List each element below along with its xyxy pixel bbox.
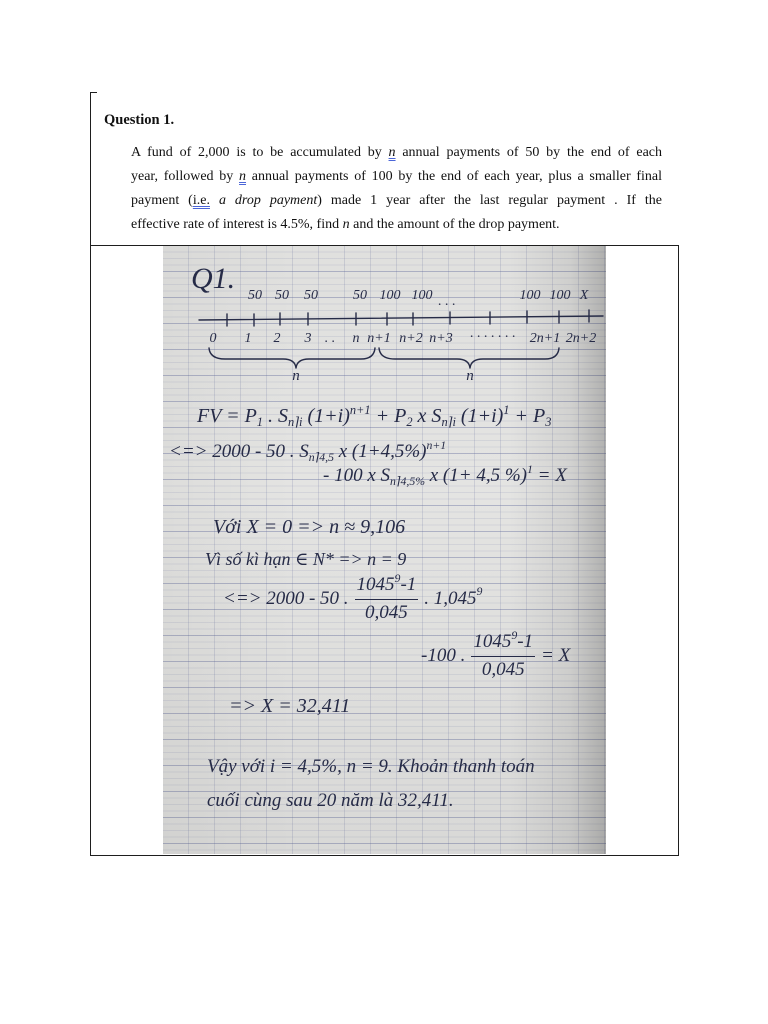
future-value-equation <box>197 404 551 428</box>
fraction-numerator <box>471 631 535 656</box>
eq-superscript: n+1 <box>426 439 447 453</box>
eq-superscript: 1 <box>527 463 533 477</box>
time-ellipsis: . . . . . . . <box>470 326 516 341</box>
eq-subscript: n⌉i <box>441 414 456 429</box>
eq-text: - 100 x S <box>323 465 391 486</box>
time-label: 1 <box>244 331 252 346</box>
eq-text: + P <box>370 405 407 427</box>
fraction <box>355 574 419 625</box>
drop-payment-label: X <box>579 288 589 303</box>
substituted-equation-line-1 <box>169 441 446 464</box>
eq-text: FV = P <box>197 405 257 427</box>
eq-superscript: 9 <box>476 584 483 598</box>
variable-n: n <box>342 217 350 232</box>
eq-text: 1045 <box>356 574 395 595</box>
time-label: n+2 <box>399 331 423 346</box>
eq-text: -100 . <box>421 644 466 666</box>
conclusion-line-2: cuối cùng sau 20 năm là 32,411. <box>207 790 454 811</box>
payment-label: 50 <box>353 288 367 303</box>
eq-subscript: 3 <box>545 414 552 429</box>
question-text: effective rate of interest is 4.5%, find <box>131 217 343 232</box>
eq-subscript: n⌉4,5% <box>390 474 425 488</box>
handwritten-solution-photo <box>163 246 606 854</box>
conclusion-line-1: Vậy với i = 4,5%, n = 9. Khoản thanh toán <box>207 756 535 777</box>
eq-text: = X <box>532 465 567 486</box>
eq-superscript: n+1 <box>349 402 371 417</box>
question-line-4 <box>131 216 662 234</box>
integer-n-line: Vì số kì hạn ∈ N* => n = 9 <box>205 549 407 569</box>
fraction-equation-1 <box>223 574 482 625</box>
brace-second-period <box>379 348 559 368</box>
payment-label: 100 <box>379 288 401 303</box>
payment-label: 50 <box>304 288 318 303</box>
eq-text: x S <box>412 405 442 427</box>
question-text: annual payments of 50 by the end of each <box>395 145 662 160</box>
eq-text: -1 <box>400 574 417 595</box>
timeline-axis <box>199 316 603 320</box>
fraction-denominator: 0,045 <box>355 599 419 625</box>
emphasis-drop-payment: a drop payment <box>218 193 318 208</box>
question-text: year, followed by <box>131 169 240 184</box>
time-label: 0 <box>209 331 217 346</box>
time-ellipsis: . . <box>324 331 336 346</box>
time-label: 2n+2 <box>565 331 597 346</box>
abbreviation-ie: i.e. <box>192 193 210 208</box>
payment-label: 100 <box>519 288 541 303</box>
eq-subscript: n⌉4,5 <box>308 450 334 464</box>
question-line-3 <box>131 192 662 210</box>
payment-label: 100 <box>411 288 433 303</box>
question-heading-handwritten: Q1. <box>191 262 236 295</box>
eq-text: (1+i) <box>302 405 350 427</box>
eq-subscript: n⌉i <box>288 414 303 429</box>
eq-text: <=> 2000 - 50 . <box>223 587 349 609</box>
result-line: => X = 32,411 <box>229 695 351 717</box>
question-text: ) made 1 year after the last regular payment . If the <box>317 193 662 208</box>
eq-text: -1 <box>517 631 534 652</box>
eq-superscript: 9 <box>394 572 401 586</box>
time-label: n <box>352 331 360 346</box>
fraction-equation-2 <box>421 631 570 682</box>
eq-text: + P <box>509 405 546 427</box>
question-text: annual payments of 100 by the end of each year, plus a smaller final <box>246 169 663 184</box>
question-text: payment ( <box>131 193 193 208</box>
substituted-equation-line-2 <box>323 465 567 488</box>
time-label: n+3 <box>429 331 453 346</box>
payment-label: 100 <box>549 288 571 303</box>
time-label: n+1 <box>367 331 391 346</box>
table-corner-mark <box>90 92 97 93</box>
eq-text: x (1+4,5%) <box>333 441 427 462</box>
payment-label: 50 <box>275 288 289 303</box>
question-line-1 <box>131 144 662 162</box>
time-label: 2 <box>273 331 281 346</box>
time-label: 2n+1 <box>529 331 561 346</box>
eq-superscript: 1 <box>503 402 510 417</box>
question-title: Question 1. <box>104 112 175 128</box>
payment-label: 50 <box>248 288 262 303</box>
brace-label: n <box>466 368 474 384</box>
brace-label: n <box>292 368 300 384</box>
eq-text: . 1,045 <box>424 587 477 609</box>
question-line-2 <box>131 168 662 186</box>
solve-n-line: Với X = 0 => n ≈ 9,106 <box>213 516 406 538</box>
brace-first-period <box>209 348 375 368</box>
fraction-denominator: 0,045 <box>471 656 535 682</box>
fraction-numerator <box>355 574 419 599</box>
time-label: 3 <box>304 331 312 346</box>
eq-text: = X <box>541 644 571 666</box>
eq-subscript: 2 <box>406 414 413 429</box>
eq-text: 1045 <box>473 631 512 652</box>
eq-text: x (1+ 4,5 %) <box>425 465 527 486</box>
question-text: and the amount of the drop payment. <box>349 217 560 232</box>
question-text: A fund of 2,000 is to be accumulated by <box>131 145 389 160</box>
eq-text: (1+i) <box>455 405 504 427</box>
variable-n: n <box>239 169 247 184</box>
variable-n: n <box>388 145 396 160</box>
payment-ellipsis: . . . <box>438 294 456 309</box>
fraction <box>471 631 535 682</box>
eq-text: . S <box>263 405 288 427</box>
table-left-rule <box>90 92 91 245</box>
eq-superscript: 9 <box>511 629 518 643</box>
eq-text: <=> 2000 - 50 . S <box>169 441 309 462</box>
eq-subscript: 1 <box>256 414 263 429</box>
